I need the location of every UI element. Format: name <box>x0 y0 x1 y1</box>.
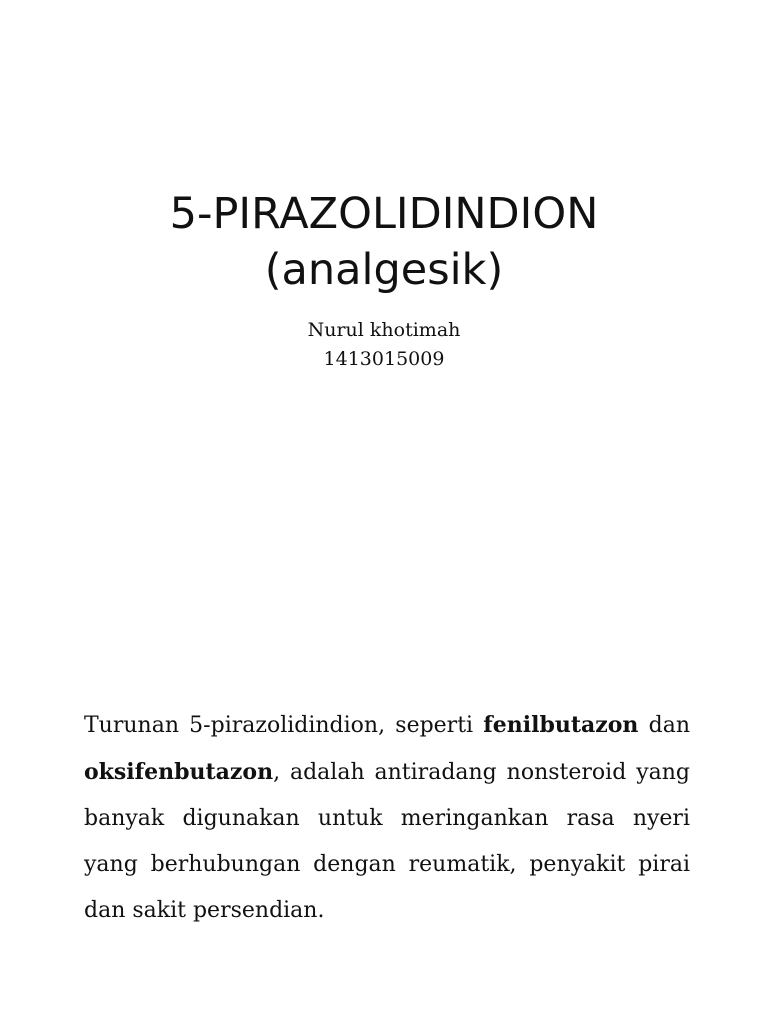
slide-title <box>0 186 768 298</box>
paragraph-text-2: dan <box>638 713 690 738</box>
title-line-2: (analgesik) <box>264 245 504 295</box>
author-name: Nurul khotimah <box>307 319 461 341</box>
author-block <box>0 316 768 374</box>
paragraph-text-1: Turunan 5-pirazolidindion, seperti <box>84 713 484 738</box>
term-oksifenbutazon: oksifenbutazon <box>84 759 274 785</box>
paragraph-text-3: , adalah antiradang nonsteroid yang banyak digunakan untuk meringankan rasa nyeri yang berhubungan dengan reumatik, penyakit pirai dan sakit persendian. <box>84 760 690 923</box>
term-fenilbutazon: fenilbutazon <box>483 712 639 738</box>
body-paragraph <box>84 702 690 934</box>
student-id: 1413015009 <box>323 348 445 370</box>
title-line-1: 5-PIRAZOLIDINDION <box>169 189 599 239</box>
